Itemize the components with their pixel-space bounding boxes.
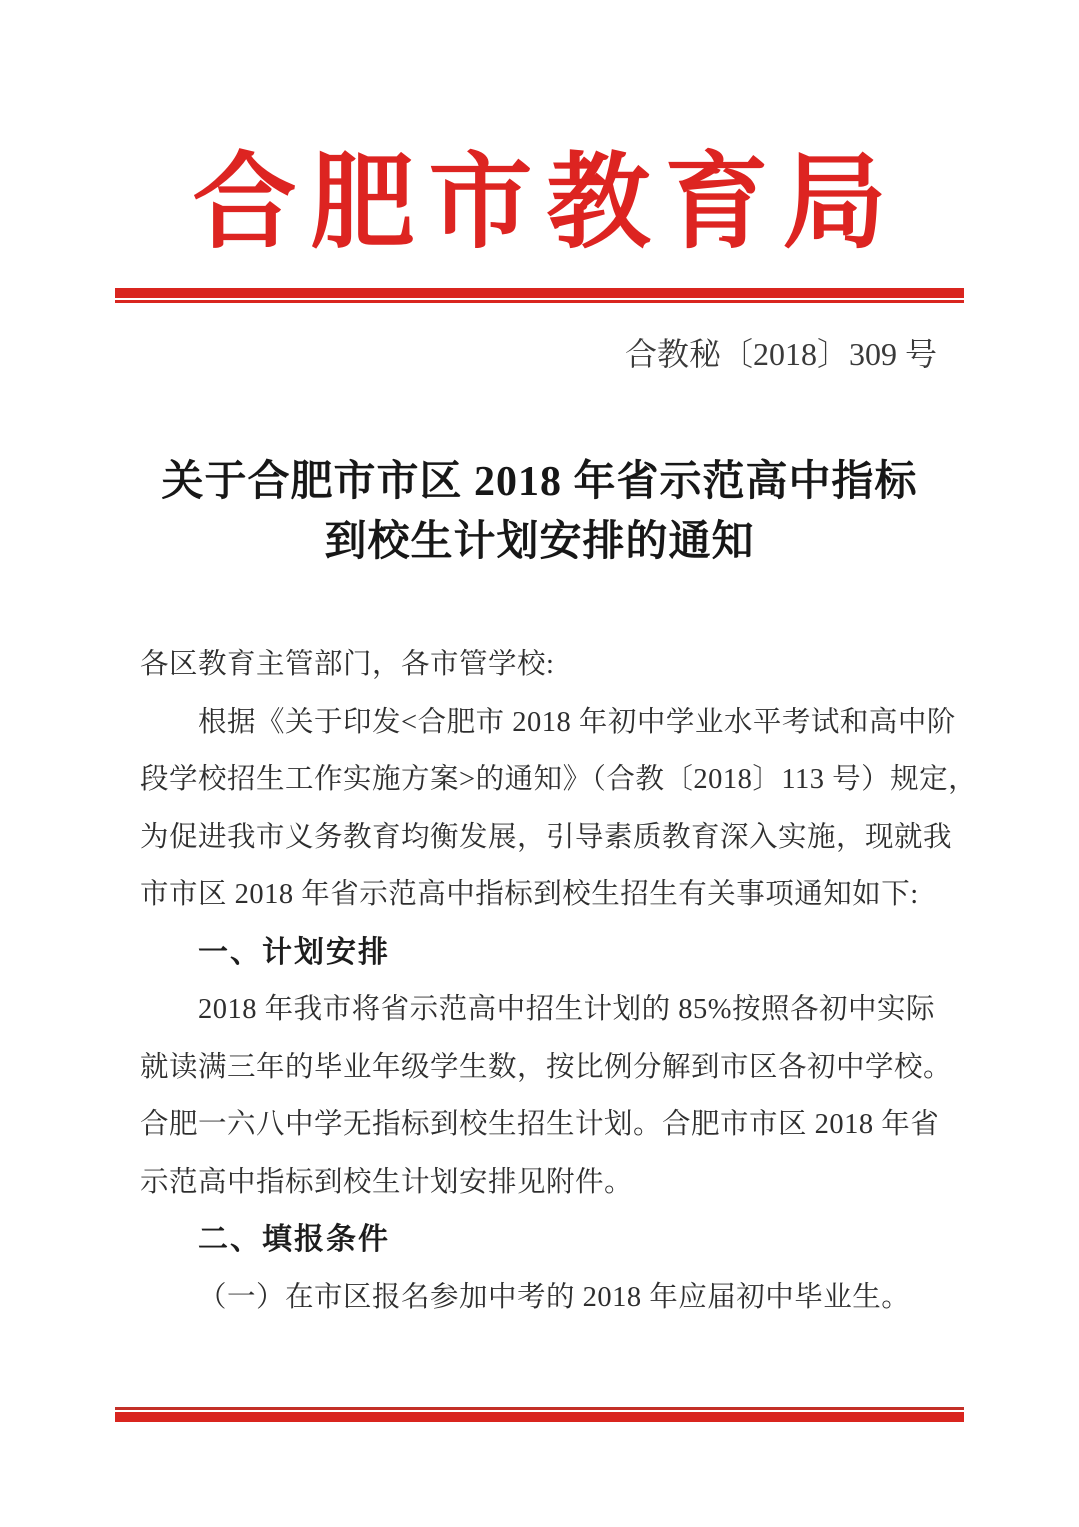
body-line: 2018 年我市将省示范高中招生计划的 85%按照各初中实际: [198, 994, 935, 1025]
salutation-line: 各区教育主管部门，各市管学校:: [140, 649, 555, 680]
section-heading: 二、填报条件: [198, 1223, 390, 1256]
body-line: 市市区 2018 年省示范高中指标到校生招生有关事项通知如下:: [140, 879, 919, 910]
body-line: 示范高中指标到校生计划安排见附件。: [140, 1166, 634, 1198]
body-line: 根据《关于印发<合肥市 2018 年初中学业水平考试和高中阶: [198, 706, 956, 738]
body-line: 段学校招生工作实施方案>的通知》（合教〔2018〕113 号）规定，: [140, 764, 978, 795]
notice-title: [0, 452, 1079, 572]
header-divider-thick-bar: [115, 288, 964, 298]
section-heading: 一、计划安排: [198, 935, 390, 969]
agency-masthead: 合肥市教育局: [192, 146, 901, 261]
body-line: 合肥一六八中学无指标到校生招生计划。合肥市市区 2018 年省: [140, 1109, 940, 1140]
notice-title-line1: 关于合肥市市区 2018 年省示范高中指标: [161, 459, 918, 505]
body-line: （一）在市区报名参加中考的 2018 年应届初中毕业生。: [198, 1281, 911, 1313]
header-divider-thin-rule: [115, 300, 964, 303]
header-divider: [115, 288, 964, 303]
notice-title-line2: 到校生计划安排的通知: [324, 519, 755, 565]
footer-divider: [115, 1407, 964, 1422]
footer-divider-thick-bar: [115, 1412, 964, 1422]
body-line: 就读满三年的毕业年级学生数，按比例分解到市区各初中学校。: [140, 1051, 953, 1083]
doc-number: 合教秘〔2018〕309 号: [624, 336, 937, 372]
body-line: 为促进我市义务教育均衡发展，引导素质教育深入实施，现就我: [140, 821, 953, 853]
body-text: [140, 636, 978, 1326]
